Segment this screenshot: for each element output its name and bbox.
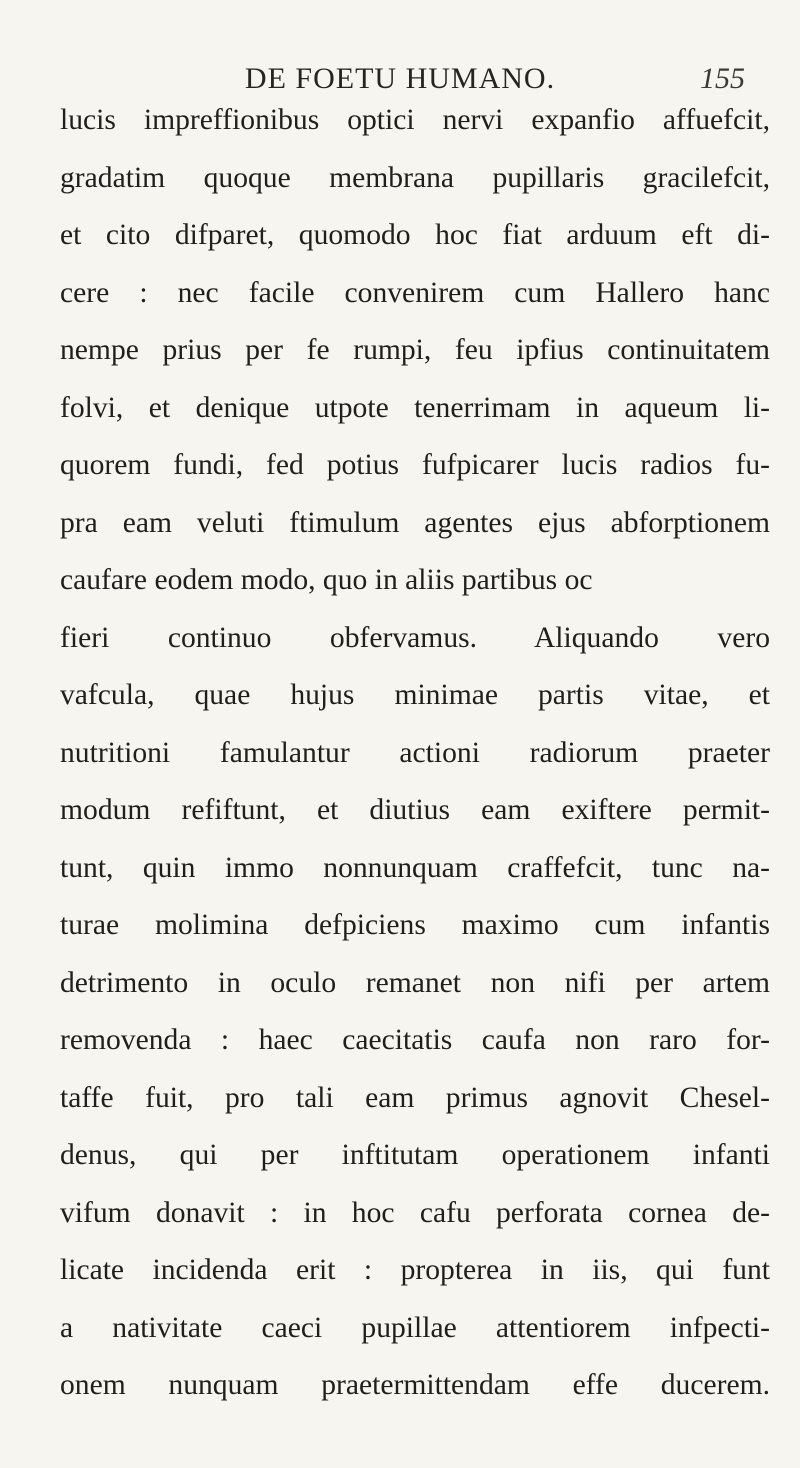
text-line: onem nunquam praetermittendam effe ducerem.	[60, 1369, 770, 1401]
page-number: 155	[700, 62, 745, 95]
text-line: nutritioni famulantur actioni radiorum praeter	[60, 736, 770, 769]
text-line: gradatim quoque membrana pupillaris gracilefcit,	[60, 161, 770, 194]
text-line: cere : nec facile convenirem cum Hallero hanc	[60, 276, 770, 309]
text-line: turae molimina defpiciens maximo cum infantis	[60, 909, 770, 941]
text-line: lucis impreffionibus optici nervi expanfio affuefcit,	[60, 104, 770, 136]
text-line: a nativitate caeci pupillae attentiorem infpecti-	[60, 1311, 770, 1344]
text-line: taffe fuit, pro tali eam primus agnovit Chesel-	[60, 1081, 770, 1114]
text-line: pra eam veluti ftimulum agentes ejus abforptionem	[60, 506, 770, 539]
text-line: quorem fundi, fed potius fufpicarer lucis radios fu-	[60, 449, 770, 481]
text-line: et cito difparet, quomodo hoc fiat arduum eft di-	[60, 219, 770, 251]
text-line: detrimento in oculo remanet non nifi per artem	[60, 966, 770, 999]
body-text	[60, 92, 770, 1415]
running-title: DE FOETU HUMANO.	[244, 62, 556, 95]
text-line: vafcula, quae hujus minimae partis vitae, et	[60, 679, 770, 711]
text-line: nempe prius per fe rumpi, feu ipfius continuitatem	[60, 334, 770, 366]
text-line: licate incidenda erit : propterea in iis, qui funt	[60, 1254, 770, 1286]
text-line: removenda : haec caecitatis caufa non raro for-	[60, 1024, 770, 1056]
text-line: folvi, et denique utpote tenerrimam in aqueum li-	[60, 391, 770, 424]
text-line: vifum donavit : in hoc cafu perforata cornea de-	[60, 1196, 770, 1229]
text-line: caufare eodem modo, quo in aliis partibus oc	[60, 564, 593, 596]
text-line: denus, qui per inftitutam operationem infanti	[60, 1139, 770, 1171]
text-line: fieri continuo obfervamus. Aliquando vero	[60, 621, 770, 654]
text-line: tunt, quin immo nonnunquam craffefcit, tunc na-	[60, 851, 770, 884]
text-line: modum refiftunt, et diutius eam exiftere permit-	[60, 794, 770, 826]
